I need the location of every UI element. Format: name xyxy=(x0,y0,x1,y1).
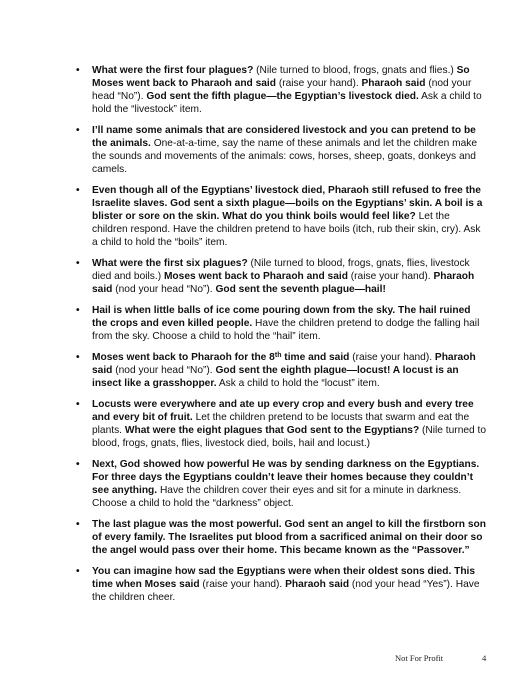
body-text: Ask a child to hold the “livestock” item. xyxy=(92,90,482,115)
bold-text: Pharaoh said xyxy=(92,352,476,377)
bold-text: Moses went back to Pharaoh and said xyxy=(163,270,348,282)
bullet-list xyxy=(76,65,488,614)
bullet-icon: • xyxy=(76,352,80,364)
list-item xyxy=(76,305,488,344)
bold-text: What were the first six plagues? xyxy=(92,257,248,269)
body-text: (nod your head “No”). xyxy=(112,283,216,295)
bullet-icon: • xyxy=(76,125,80,137)
bold-text: Next, God showed how powerful He was by sending darkness on the Egyptians. For three days the Egyptians couldn’t leave their homes because they couldn’t see anything. xyxy=(92,459,480,497)
bold-text: Pharaoh said xyxy=(92,270,475,295)
bold-text: Pharaoh said xyxy=(361,77,426,89)
bullet-icon: • xyxy=(76,65,80,76)
body-text: Let the children respond. Have the children pretend to have boils (itch, rub their skin, cry). Ask a child to hold the “boils” item. xyxy=(92,210,481,248)
list-item xyxy=(76,352,488,391)
list-item xyxy=(76,566,488,605)
list-item xyxy=(76,65,488,117)
list-item xyxy=(76,519,488,558)
bullet-icon: • xyxy=(76,519,80,531)
body-text: (raise your hand). xyxy=(347,270,434,282)
body-text: Have the children cover their eyes and sit for a minute in darkness. Choose a child to hold the “darkness” object. xyxy=(92,485,462,510)
list-item xyxy=(76,257,488,297)
list-item xyxy=(76,185,488,250)
bold-text: Locusts were everywhere and ate up every crop and every bush and every tree and every bit of fruit. xyxy=(92,399,474,424)
list-item xyxy=(76,459,488,511)
bold-text: God sent the fifth plague—the Egyptian’s livestock died. xyxy=(146,90,419,102)
body-text: One-at-a-time, say the name of these animals and let the children make the sounds and movements of the animals: cows, horses, sheep, goats, donkeys and camels. xyxy=(92,137,478,175)
bold-text: Even though all of the Egyptians’ livestock died, Pharaoh still refused to free the Israelite slaves. God sent a sixth plague—boils on the Egyptians’ skin. A boil is a blister or sore on the skin. What do you think boils would feel like? xyxy=(92,185,483,222)
bullet-icon: • xyxy=(76,566,80,578)
body-text: (Nile turned to blood, frogs, gnats, flies, livestock died, boils, hail and locust.) xyxy=(92,425,487,449)
body-text: Ask a child to hold the “locust” item. xyxy=(216,377,380,389)
bullet-icon: • xyxy=(76,257,80,269)
bold-text: What were the first four plagues? xyxy=(92,65,254,76)
bold-text: th xyxy=(274,352,282,360)
body-text: (nod your head “No”). xyxy=(92,77,472,102)
body-text: Have the children pretend to dodge the falling hail from the sky. Choose a child to hold the “hail” item. xyxy=(92,317,480,342)
bullet-icon: • xyxy=(76,185,80,197)
body-text: (nod your head “Yes”). Have the children cheer. xyxy=(92,579,480,604)
footer-text: Not For Profit xyxy=(395,653,444,663)
bold-text: What were the eight plagues that God sent to the Egyptians? xyxy=(124,425,420,437)
bold-text: time and said xyxy=(281,352,350,364)
bold-text: I’ll name some animals that are considered livestock and you can pretend to be the animals. xyxy=(92,125,476,149)
page-number: 4 xyxy=(482,653,487,663)
bullet-icon: • xyxy=(76,459,80,471)
body-text: (raise your hand). xyxy=(276,77,362,89)
bold-text: Moses went back to Pharaoh for the 8 xyxy=(92,352,275,364)
body-text: (Nile turned to blood, frogs, gnats, flies, livestock died and boils.) xyxy=(92,257,470,282)
bullet-icon: • xyxy=(76,305,80,317)
body-text: (raise your hand). xyxy=(199,579,286,591)
body-text: (Nile turned to blood, frogs, gnats and flies.) xyxy=(253,65,457,76)
bold-text: The last plague was the most powerful. God sent an angel to kill the firstborn son of every family. The Israelites put blood from a sacrificed animal on their door so the angel would pass over their home. This became known as the “Passover.” xyxy=(92,519,486,557)
bold-text: Hail is when little balls of ice come pouring down from the sky. The hail ruined the crops and even killed people. xyxy=(92,305,471,329)
bullet-icon: • xyxy=(76,399,80,411)
body-text: Let the children pretend to be locusts that swarm and eat the plants. xyxy=(92,412,470,437)
bold-text: God sent the seventh plague—hail! xyxy=(215,283,386,295)
body-text: (raise your hand). xyxy=(349,352,435,364)
bold-text: God sent the eighth plague—locust! A locust is an insect like a grasshopper. xyxy=(92,365,459,389)
bold-text: So Moses went back to Pharaoh and said xyxy=(92,65,470,89)
list-item xyxy=(76,399,488,451)
bold-text: Pharaoh said xyxy=(285,579,350,591)
bold-text: You can imagine how sad the Egyptians were when their oldest sons died. This time when Moses said xyxy=(92,566,476,591)
body-text: (nod your head “No”). xyxy=(112,365,216,377)
list-item xyxy=(76,125,488,177)
